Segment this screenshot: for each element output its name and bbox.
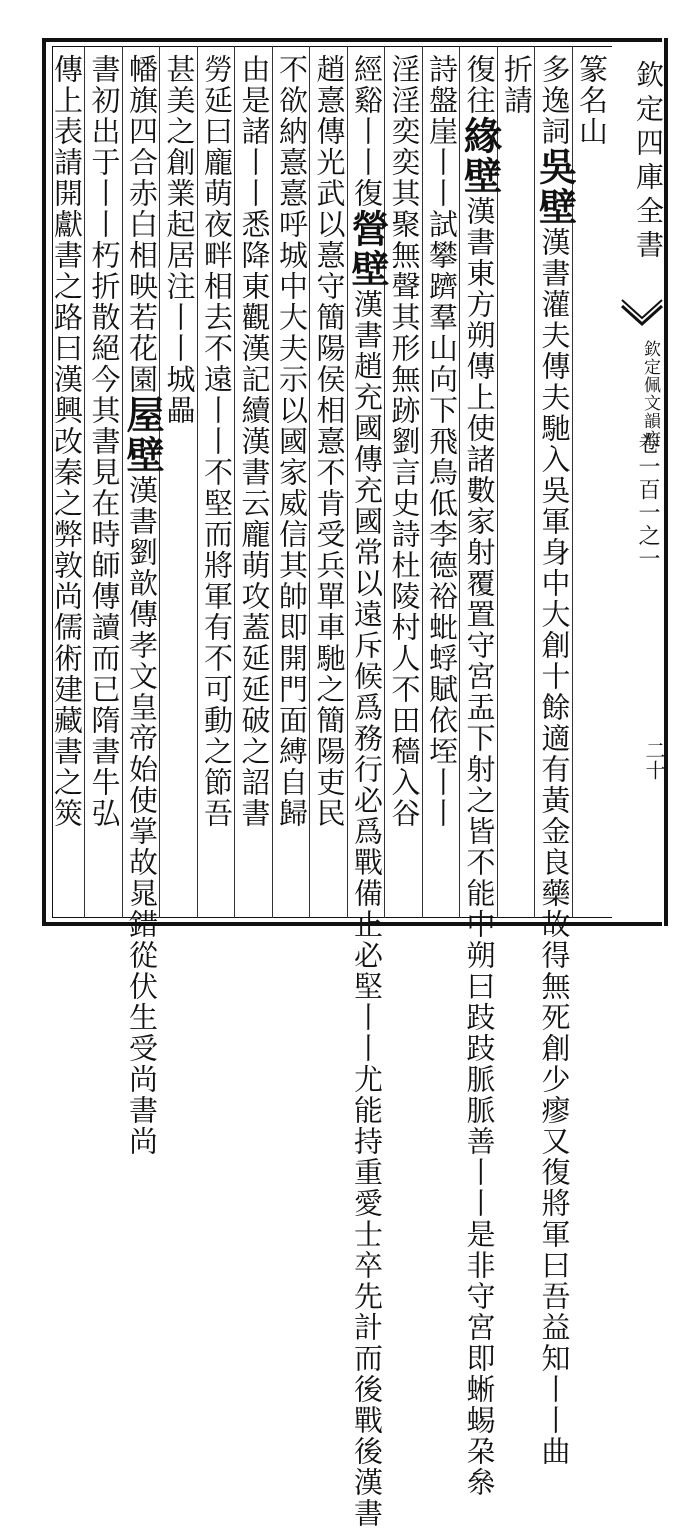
book-title: 欽定四庫全書: [632, 60, 665, 264]
column-text: 傳上表請開獻書之路曰漢興改秦之弊敦尚儒術建藏書之筴: [50, 54, 84, 829]
column-text: 多逸詞: [537, 54, 572, 147]
entry-heading: 屋壁: [120, 395, 165, 475]
page-number: 二十: [642, 740, 666, 780]
text-column: [235, 54, 275, 914]
text-column: [457, 54, 503, 1498]
column-text: 由是諸丨丨悉降東觀漢記續漢書云龐萌攻蓋延延破之詔書: [237, 54, 272, 829]
text-column: [160, 54, 200, 914]
text-column: [85, 54, 125, 914]
text-column: [197, 54, 237, 914]
text-column: [572, 54, 612, 914]
column-text: 甚美之創業起居注丨丨城: [162, 54, 197, 395]
work-subtitle: 欽定佩文韻府: [640, 340, 660, 448]
text-column: [497, 54, 537, 914]
column-text: 經谿丨丨復: [350, 54, 384, 209]
column-text: 詩盤崖丨丨試攀躋羣山向下飛鳥低李德裕蚍蜉賦依垤丨丨: [425, 54, 459, 829]
entry-heading: 吳壁: [532, 147, 578, 227]
column-text: 不欲納憙憙呼城中大夫示以國家威信其帥即開門面縛自歸: [275, 54, 309, 829]
column-text: 趙憙傳光武以憙守簡陽侯相憙不肯受兵單車馳之簡陽吏民: [312, 54, 347, 829]
column-text: 復往: [462, 54, 497, 116]
entry-heading: 緣壁: [457, 116, 503, 196]
text-column: [422, 54, 462, 914]
column-text: 書初出于丨丨朽折散絕今其書見在時師傳讀而已隋書牛弘: [87, 54, 122, 829]
text-column: [385, 54, 425, 914]
volume-label: 卷一百一之一: [635, 432, 660, 570]
text-column: [47, 54, 87, 914]
text-column: [310, 54, 350, 914]
text-column: [532, 54, 578, 1467]
column-text: 篆名山: [575, 54, 609, 147]
column-text: 勞延曰龐萌夜畔相去不遠丨丨不堅而將軍有不可動之節吾: [200, 54, 234, 829]
column-text: 折請: [500, 54, 534, 116]
column-text-continued: 漢書趙充國傳充國常以遠斥候爲務行必爲戰備止必堅丨丨尤能持重愛士卒先計而後戰後漢書: [350, 289, 384, 1529]
column-text-continued: 漢書東方朔傳上使諸數家射覆置守宮盂下射之皆不能中朔曰跂跂脈脈善丨丨是非守宮即蜥蜴朶㕘: [462, 196, 497, 1498]
column-text-continued: 漢書劉歆傳孝文皇帝始使掌故晁錯從伏生受尚書尚: [125, 475, 159, 1157]
fishtail-mark: [620, 298, 664, 338]
text-column: [345, 54, 390, 1529]
column-text: 幡旗四合赤白相映若花園: [125, 54, 159, 395]
text-column: [272, 54, 312, 914]
entry-heading: 營壁: [345, 209, 390, 289]
column-text-continued: 畾: [162, 395, 197, 426]
column-text: 淫淫奕奕其聚無聲其形無跡劉言史詩杜陵村人不田穡入谷: [387, 54, 422, 829]
text-column: [120, 54, 165, 1157]
column-text-continued: 漢書灌夫傳夫馳入吳軍身中大創十餘適有黃金良藥故得無死創少瘳又復將軍曰吾益知丨丨曲: [537, 227, 572, 1467]
